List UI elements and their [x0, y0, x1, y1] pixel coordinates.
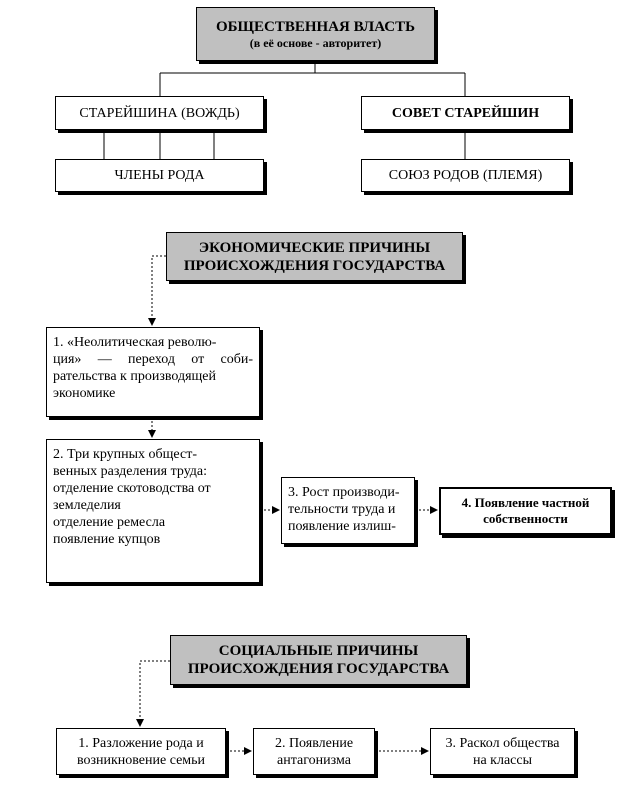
econ-step1-line: ция» — переход от соби- — [53, 352, 253, 367]
public-power-subtitle: (в её основе - авторитет) — [249, 35, 382, 50]
social-header-arrow — [140, 661, 170, 726]
public-power-title: ОБЩЕСТВЕННАЯ ВЛАСТЬ — [215, 18, 416, 35]
soc-step3-classes-box — [430, 728, 575, 775]
econ-step3-line: появление излиш- — [288, 519, 396, 534]
econ-step2-division-of-labor-box — [46, 439, 260, 583]
economic-header-line2: ПРОИСХОЖДЕНИЯ ГОСУДАРСТВА — [183, 257, 446, 274]
econ-step2-line: венных разделения труда: — [53, 464, 208, 479]
council-of-elders-label: СОВЕТ СТАРЕЙШИН — [391, 105, 540, 121]
tribe-union-label: СОЮЗ РОДОВ (ПЛЕМЯ) — [388, 168, 543, 183]
elder-chief-box — [55, 96, 264, 130]
tribe-union-box — [361, 159, 570, 192]
clan-members-label: ЧЛЕНЫ РОДА — [114, 168, 205, 183]
econ-step1-neolithic-box — [46, 327, 260, 417]
econ-step4-line: 4. Появление частной — [461, 495, 590, 510]
econ-step4-private-property-box — [439, 487, 612, 535]
econ-step2-line: отделение скотоводства от — [53, 481, 211, 496]
social-causes-header — [170, 635, 467, 685]
econ-step1-line: рательства к производящей — [53, 369, 217, 384]
econ-step1-line: 1. «Неолитическая револю- — [53, 335, 217, 350]
council-of-elders-box — [361, 96, 570, 130]
economic-causes-header — [166, 232, 463, 281]
economic-header-line1: ЭКОНОМИЧЕСКИЕ ПРИЧИНЫ — [198, 239, 431, 256]
soc-step1-line: возникновение семьи — [76, 752, 206, 768]
social-header-line1: СОЦИАЛЬНЫЕ ПРИЧИНЫ — [218, 643, 419, 659]
elder-chief-label: СТАРЕЙШИНА (ВОЖДЬ) — [79, 105, 240, 121]
soc-step2-antagonism-box — [253, 728, 375, 775]
econ-step3-productivity-box — [281, 477, 415, 544]
soc-step2-line: антагонизма — [277, 752, 351, 768]
soc-step2-line: 2. Появление — [274, 735, 354, 751]
economic-header-arrow — [152, 256, 166, 325]
econ-step2-line: появление купцов — [53, 532, 161, 547]
econ-step1-line: экономике — [53, 386, 116, 401]
social-header-line2: ПРОИСХОЖДЕНИЯ ГОСУДАРСТВА — [187, 661, 450, 677]
soc-step3-line: 3. Раскол общества — [445, 735, 560, 751]
public-power-box — [196, 7, 435, 61]
clan-members-box — [55, 159, 264, 192]
soc-step1-line: 1. Разложение рода и — [78, 735, 204, 751]
econ-step2-line: земледелия — [53, 498, 121, 513]
econ-step4-line: собственности — [483, 511, 568, 526]
econ-step2-line: 2. Три крупных общест- — [53, 447, 197, 462]
econ-step3-line: тельности труда и — [288, 502, 396, 517]
econ-step2-line: отделение ремесла — [53, 515, 166, 530]
soc-step1-family-box — [56, 728, 226, 775]
econ-step3-line: 3. Рост производи- — [288, 485, 400, 500]
soc-step3-line: на классы — [472, 752, 533, 768]
